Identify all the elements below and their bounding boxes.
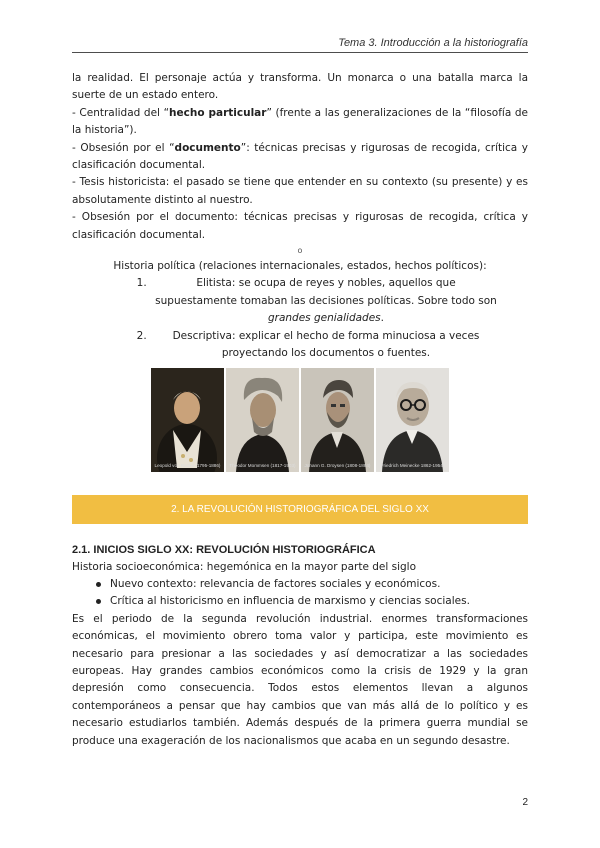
intro-paragraph-4: - Tesis historicista: el pasado se tiene que entender en su contexto (su presente) y es absolutamente distinto al nuestro. — [72, 176, 528, 206]
caption-ranke: Leopold von Ranke (1795-1886) — [154, 462, 221, 468]
intro-paragraph-5: - Obsesión por el documento: técnicas precisas y rigurosas de recogida, crítica y clasificación documental. — [72, 211, 528, 241]
running-header: Tema 3. Introducción a la historiografía — [338, 37, 528, 49]
context-bullets — [72, 576, 528, 611]
politica-list — [72, 275, 528, 362]
hecho-particular-term: hecho particular — [169, 106, 267, 119]
bullet-item: Crítica al historicismo en influencia de marxismo y ciencias sociales. — [110, 593, 528, 610]
intro-paragraph-3: - Obsesión por el “documento”: técnicas precisas y rigurosas de recogida, crítica y clasificación documental. — [72, 141, 528, 172]
section-banner: 2. LA REVOLUCIÓN HISTORIOGRÁFICA DEL SIGLO XX — [72, 495, 528, 524]
header-divider — [72, 52, 528, 53]
historian-portraits — [72, 368, 528, 472]
politica-item-descriptiva: 2. Descriptiva: explicar el hecho de forma minuciosa a veces proyectando los documentos o fuentes. — [150, 328, 498, 363]
bullet-item: Nuevo contexto: relevancia de factores sociales y económicos. — [110, 576, 528, 593]
page-number: 2 — [522, 797, 528, 808]
subsection-heading: 2.1. INICIOS SIGLO XX: REVOLUCIÓN HISTORIOGRÁFICA — [72, 543, 376, 556]
portrait-mommsen — [226, 368, 299, 472]
politica-item-elitista: 1. Elitista: se ocupa de reyes y nobles, aquellos que supuestamente tomaban las decisiones políticas. Sobre todo son grandes genialidades. — [150, 275, 498, 327]
caption-mommsen: Theodor Mommsen (1817-1903) — [229, 462, 296, 468]
portrait-droysen — [301, 368, 374, 472]
page-content — [72, 70, 528, 750]
intro-paragraph-2: - Centralidad del “hecho particular” (frente a las generalizaciones de la “filosofía de la historia”). — [72, 106, 529, 137]
politica-heading: Historia política (relaciones internacionales, estados, hechos políticos): — [113, 260, 487, 273]
portrait-ranke — [151, 368, 224, 472]
documento-term: documento — [174, 141, 241, 154]
caption-meinecke: Friedrich Meinecke 1862-1954) — [380, 462, 445, 468]
intro-paragraph-1: la realidad. El personaje actúa y transforma. Un monarca o una batalla marca la suerte de un estado entero. — [72, 72, 528, 102]
caption-droysen: Johann G. Droysen (1808-1884) — [304, 462, 371, 468]
list-separator: o — [297, 246, 303, 256]
socioeconomic-lead: Historia socioeconómica: hegemónica en la mayor parte del siglo — [72, 560, 417, 573]
portrait-meinecke — [376, 368, 449, 472]
body-paragraph: Es el periodo de la segunda revolución industrial. enormes transformaciones económicas, el movimiento obrero toma valor y participa, este movimiento es necesario para presionar a las sociedades y así democratizar a las sociedades europeas. Hay grandes cambios económicos como la crisis de 1929 y la gran depresión como consecuencia. Todos estos elementos llevan a algunos contemporáneos a pensar que hay cambios que van más allá de lo político y es necesario estudiarlos también. Además después de la primera guerra mundial se produce una exageración de los nacionalismos que acaba en un segundo desastre. — [72, 612, 528, 747]
